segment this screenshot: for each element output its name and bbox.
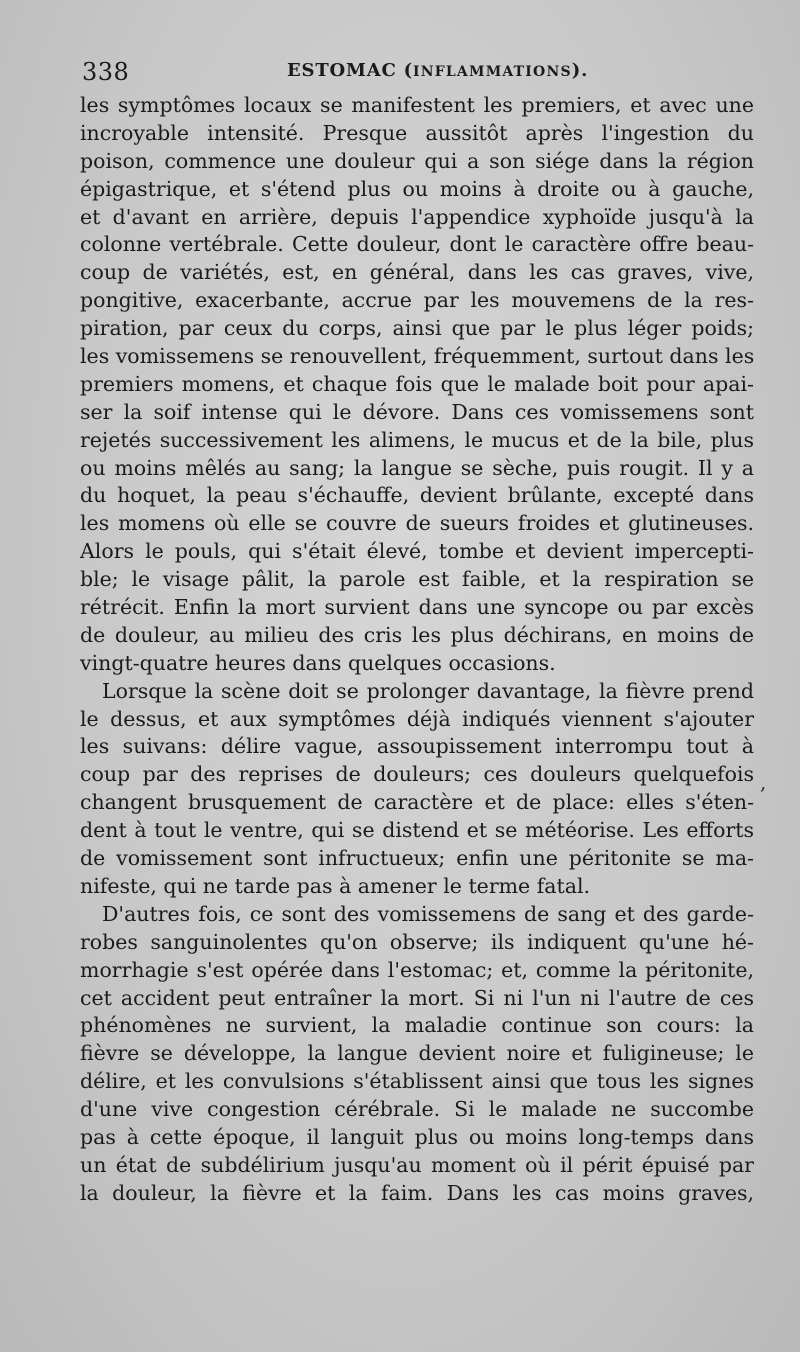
text-line: ser la soif intense qui le dévore. Dans ces vomissemens sont [80, 399, 754, 424]
margin-mark: , [760, 770, 767, 794]
text-line: robes sanguinolentes qu'on observe; ils indiquent qu'une hé- [80, 929, 754, 954]
text-line: piration, par ceux du corps, ainsi que par le plus léger poids; [80, 316, 754, 341]
text-line: les symptômes locaux se manifestent les premiers, et avec une [80, 93, 754, 117]
text-line: vingt-quatre heures dans quelques occasions. [80, 650, 556, 675]
text-line: ble; le visage pâlit, la parole est faible, et la respiration se [80, 567, 754, 592]
text-line: le dessus, et aux symptômes déjà indiqués viennent s'ajouter [80, 706, 754, 731]
paragraph-3 [80, 901, 754, 1208]
text-line: ou moins mêlés au sang; la langue se sèche, puis rougit. Il y a [80, 455, 754, 480]
text-line: délire, et les convulsions s'établissent ainsi que tous les signes [80, 1069, 754, 1094]
paragraph-2 [80, 678, 754, 901]
text-line: D'autres fois, ce sont des vomissemens de sang et des garde- [102, 901, 754, 926]
text-line: fièvre se développe, la langue devient noire et fuligineuse; le [80, 1041, 754, 1066]
text-line: la douleur, la fièvre et la faim. Dans les cas moins graves, [80, 1180, 754, 1205]
text-line: rétrécit. Enfin la mort survient dans une syncope ou par excès [80, 595, 754, 620]
text-line: épigastrique, et s'étend plus ou moins à droite ou à gauche, [80, 176, 754, 201]
text-line: incroyable intensité. Presque aussitôt après l'ingestion du [80, 120, 754, 145]
text-line: cet accident peut entraîner la mort. Si ni l'un ni l'autre de ces [80, 985, 754, 1010]
text-line: pongitive, exacerbante, accrue par les mouvemens de la res- [80, 288, 754, 313]
body-text [80, 92, 754, 1208]
text-line: colonne vertébrale. Cette douleur, dont le caractère offre beau- [80, 232, 754, 257]
text-line: changent brusquement de caractère et de place: elles s'éten- [80, 790, 754, 815]
text-line: d'une vive congestion cérébrale. Si le malade ne succombe [80, 1097, 754, 1122]
text-line: premiers momens, et chaque fois que le malade boit pour apai- [80, 371, 754, 396]
text-line: dent à tout le ventre, qui se distend et se météorise. Les efforts [80, 818, 754, 843]
text-line: et d'avant en arrière, depuis l'appendice xyphoïde jusqu'à la [80, 204, 754, 229]
running-title-subject: INFLAMMATIONS [413, 64, 572, 80]
text-line: les momens où elle se couvre de sueurs froides et glutineuses. [80, 511, 754, 536]
text-line: les suivans: délire vague, assoupissement interrompu tout à [80, 734, 754, 759]
text-line: rejetés successivement les alimens, le mucus et de la bile, plus [80, 427, 754, 452]
text-line: pas à cette époque, il languit plus ou moins long-temps dans [80, 1124, 754, 1149]
running-title [287, 60, 588, 81]
text-line: nifeste, qui ne tarde pas à amener le terme fatal. [80, 873, 591, 898]
text-line: du hoquet, la peau s'échauffe, devient brûlante, excepté dans [80, 483, 754, 508]
running-title-main: ESTOMAC ( [287, 60, 413, 81]
page-number: 338 [82, 58, 130, 86]
text-line: les vomissemens se renouvellent, fréquemment, surtout dans les [80, 344, 755, 369]
text-line: un état de subdélirium jusqu'au moment où il périt épuisé par [80, 1152, 754, 1177]
text-line: poison, commence une douleur qui a son siége dans la région [80, 148, 754, 173]
text-line: de vomissement sont infructueux; enfin une péritonite se ma- [80, 846, 754, 871]
text-line: de douleur, au milieu des cris les plus déchirans, en moins de [80, 622, 754, 647]
text-line: morrhagie s'est opérée dans l'estomac; et, comme la péritonite, [80, 957, 754, 982]
page-header [82, 58, 752, 88]
paragraph-1 [80, 92, 754, 678]
text-line: coup par des reprises de douleurs; ces douleurs quelquefois [80, 762, 754, 787]
text-line: phénomènes ne survient, la maladie continue son cours: la [80, 1013, 754, 1038]
text-line: Alors le pouls, qui s'était élevé, tombe et devient impercepti- [80, 539, 754, 564]
text-line: coup de variétés, est, en général, dans les cas graves, vive, [80, 260, 754, 285]
running-title-end: ). [571, 60, 589, 81]
text-line: Lorsque la scène doit se prolonger davantage, la fièvre prend [102, 678, 754, 703]
